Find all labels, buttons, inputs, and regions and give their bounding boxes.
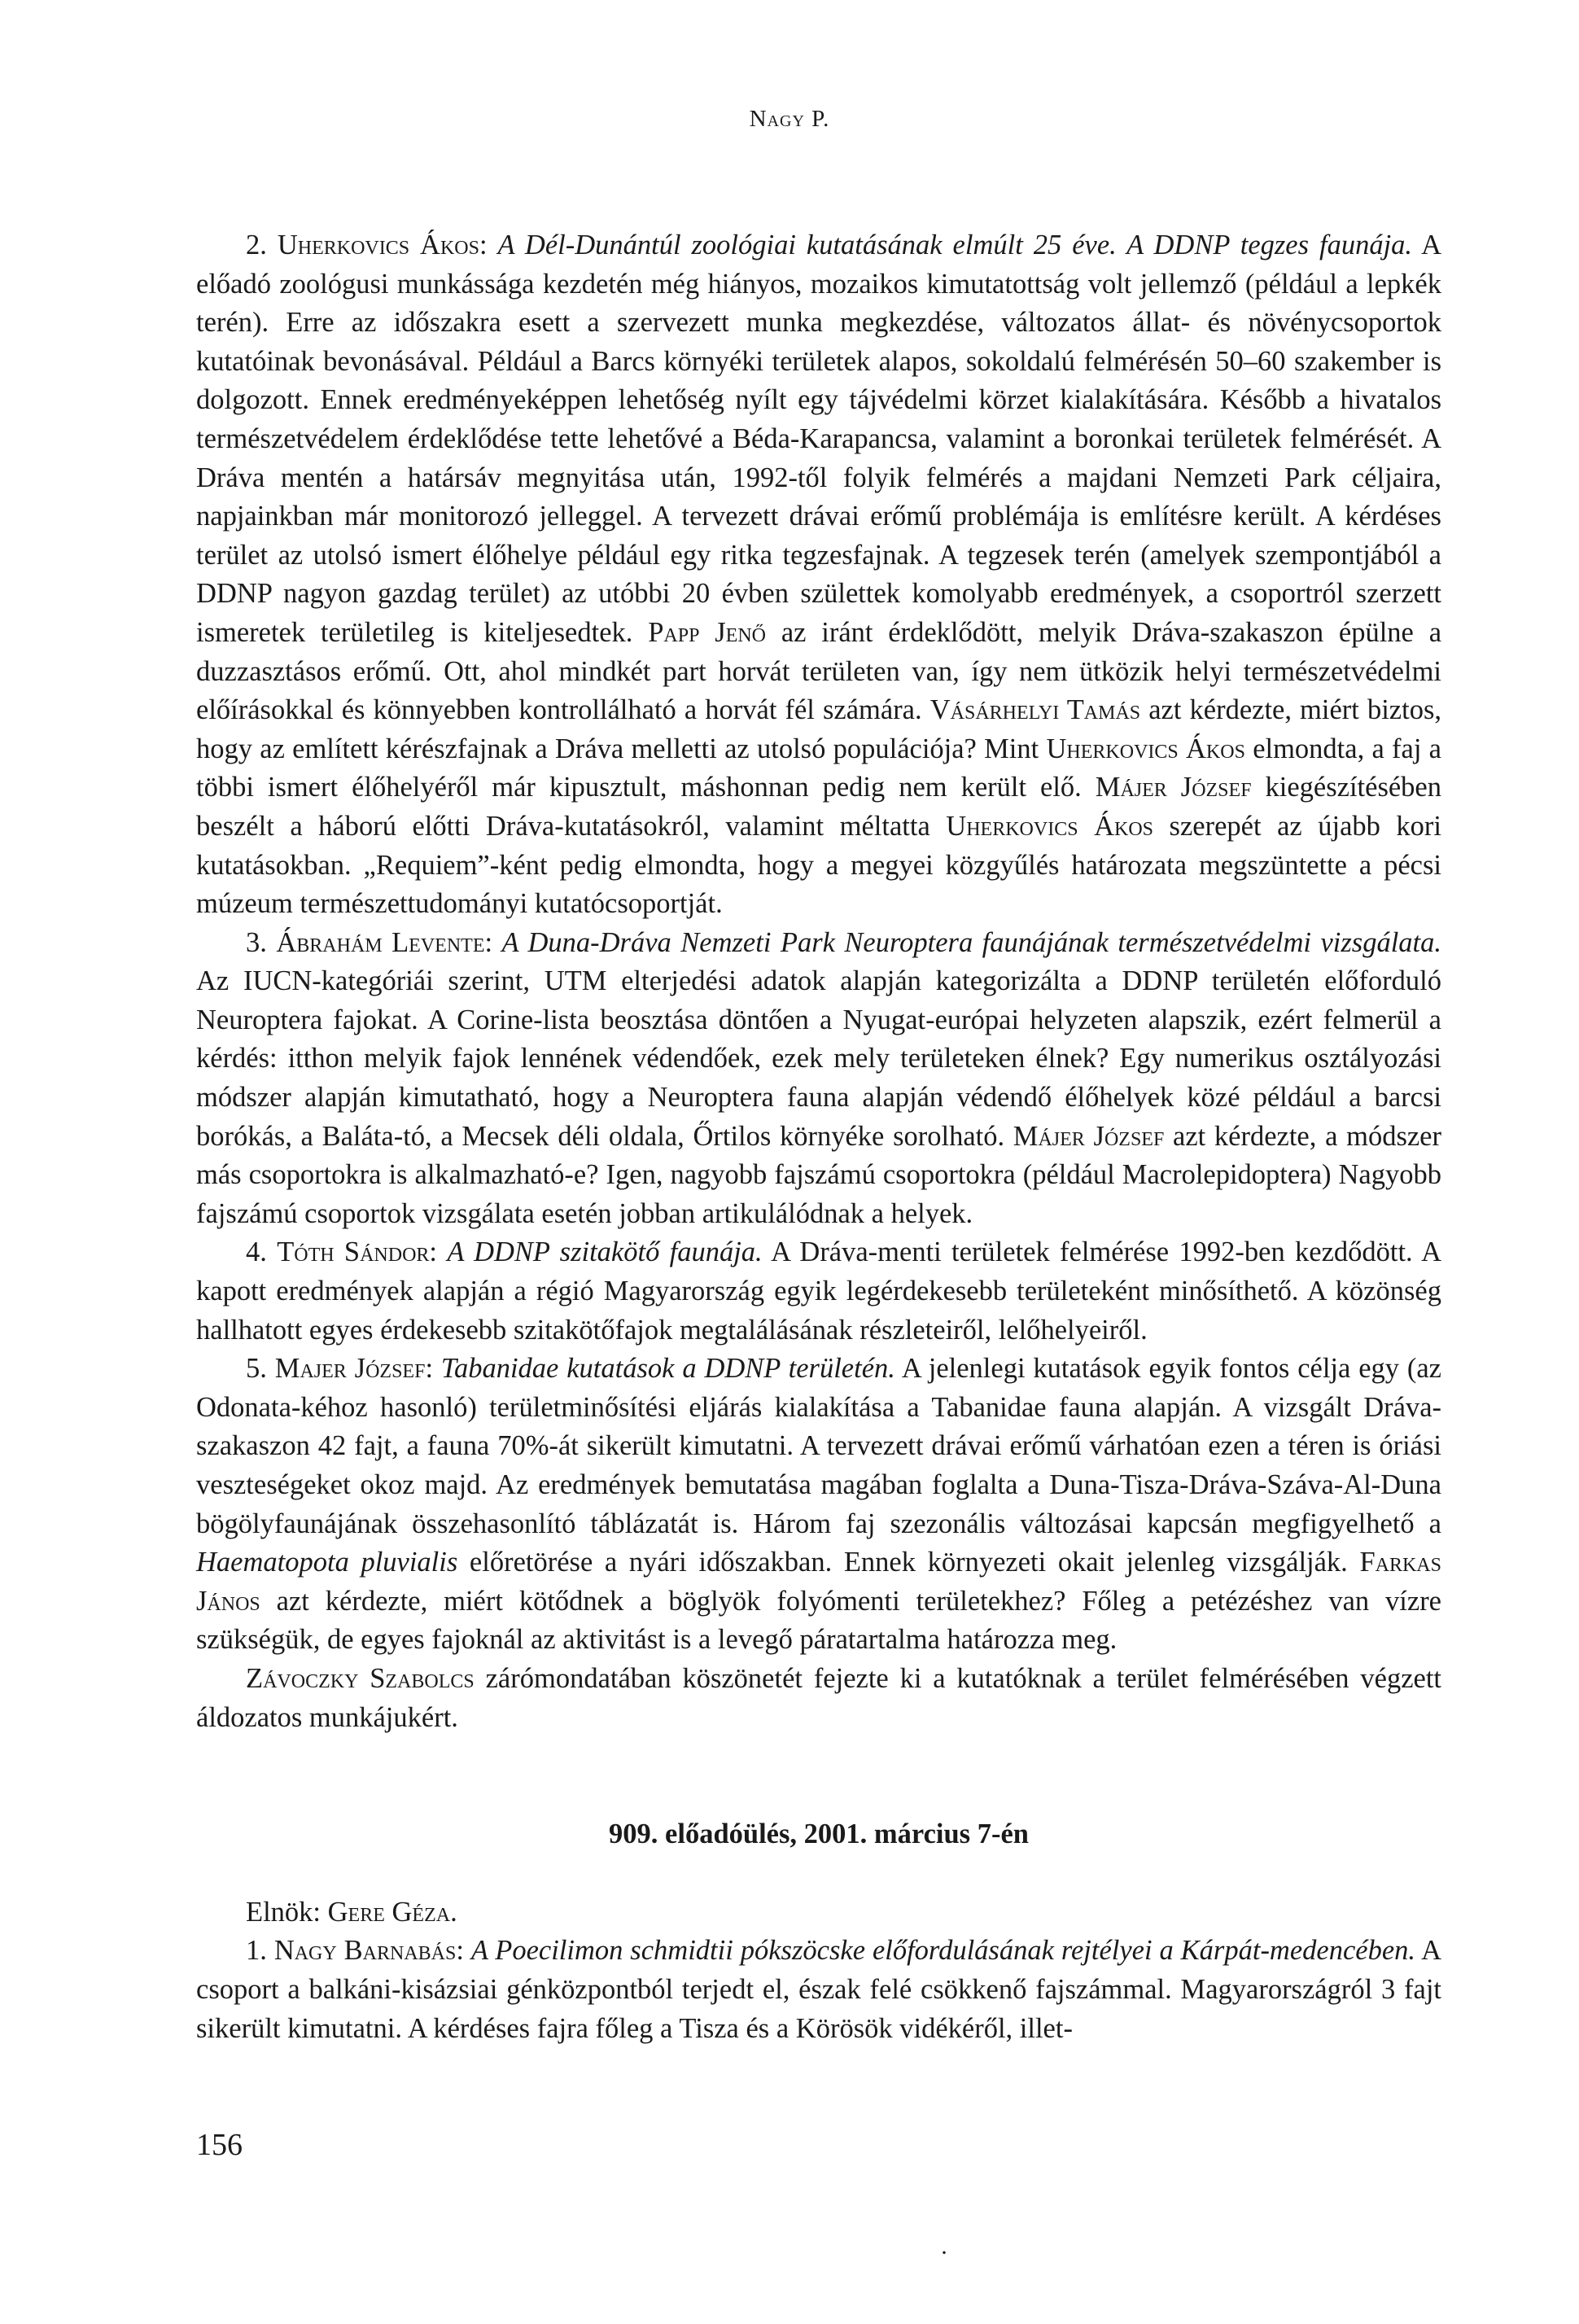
- talk-title: A Dél-Dunántúl zoológiai kutatásának elmúlt 25 éve. A DDNP tegzes faunája.: [497, 230, 1413, 260]
- person-name: Farkas János: [196, 1547, 1441, 1617]
- body-text: azt kérdezte, miért biztos, hogy az említett kérészfajnak a Dráva melletti az utolsó populációja? Mint: [196, 694, 1441, 764]
- body-text: szerepét az újabb kori kutatásokban. „Requiem”-ként pedig elmondta, hogy a megyei közgyűlés határozata megszüntette a pécsi múzeum természettudományi kutatócsoportját.: [196, 810, 1441, 920]
- talk-title: Tabanidae kutatások a DDNP területén.: [440, 1353, 895, 1385]
- speaker-name: Tóth Sándor: [277, 1236, 430, 1268]
- item-number: 3.: [246, 926, 267, 958]
- speaker-name: Nagy Barnabás: [273, 1935, 457, 1967]
- species-name: Haematopota pluvialis: [196, 1547, 458, 1578]
- chair-name: Gere Géza: [327, 1896, 451, 1928]
- paragraph-talk-5: 5. Majer József: Tabanidae kutatások a DDNP területén. A jelenlegi kutatások egyik fontos célja egy (az Odonata-kéhoz hasonló) területminősítési eljárás kialakítása a Tabanidae fauna alapján. A vizsgált Dráva-szakaszon 42 fajt, a fauna 70%-át sikerült kimutatni. A tervezett drávai erőmű várhatóan ezen a téren is óriási veszteségeket okoz majd. Az eredmények bemutatása magában foglalta a Duna-Tisza-Dráva-Száva-Al-Duna bögölyfaunájának összehasonlító táblázatát is. Három faj szezonális változásai kapcsán megfigyelhető a Haematopota pluvialis előretörése a nyári időszakban. Ennek környezeti okait jelenleg vizsgálják. Farkas János azt kérdezte, miért kötődnek a böglyök folyómenti területekhez? Főleg a petézéshez van vízre szükségük, de egyes fajoknál az aktivitást is a levegő páratartalma határozza meg.: [196, 1353, 1441, 1656]
- speaker-name: Uherkovics Ákos: [277, 230, 479, 260]
- body-text: A előadó zoológusi munkássága kezdetén még hiányos, mozaikos kimutatottság volt jellemző (például a lepkék terén). Erre az időszakra esett a szervezett munka megkezdése, változatos állat- és növénycsoportok kutatóinak bevonásával. Például a Barcs környéki területek alapos, sokoldalú felmérésén 50–60 szakember is dolgozott. Ennek eredményeképpen lehetőség nyílt egy tájvédelmi körzet kialakítására. Később a hivatalos természetvédelem érdeklődése tette lehetővé a Béda-Karapancsa, valamint a boronkai területek felmérését. A Dráva mentén a határsáv megnyitása után, 1992-től folyik felmérés a majdani Nemzeti Park céljaira, napjainkban már monitorozó jelleggel. A tervezett drávai erőmű problémája is említésre került. A kérdéses terület az utolsó ismert élőhelye például egy ritka tegzesfajnak. A tegzesek terén (amelyek szempontjából a DDNP nagyon gazdag terület) az utóbbi 20 évben születtek komolyabb eredmények, a csoportról szerzett ismeretek területileg is kiteljesedtek.: [196, 230, 1442, 648]
- person-name: Uherkovics Ákos: [946, 810, 1154, 842]
- chair-end: .: [450, 1896, 457, 1928]
- item-number: 1.: [246, 1935, 267, 1967]
- stray-dot-mark: ·: [940, 2239, 948, 2266]
- talk-title: A Poecilimon schmidtii pókszöcske előfordulásának rejtélyei a Kárpát-medencében.: [470, 1935, 1416, 1967]
- paragraph-talk-3: 3. Ábrahám Levente: A Duna-Dráva Nemzeti Park Neuroptera faunájának természetvédelmi vizsgálata. Az IUCN-kategóriái szerint, UTM elterjedési adatok alapján kategorizálta a DDNP területén előforduló Neuroptera fajokat. A Corine-lista beosztása döntően a Nyugat-európai helyzeten alapszik, ezért felmerül a kérdés: itthon melyik fajok lennének védendőek, ezek mely területeken élnek? Egy numerikus osztályozási módszer alapján kimutatható, hogy a Neuroptera fauna alapján védendő élőhelyek közé például a barcsi borókás, a Baláta-tó, a Mecsek déli oldala, Őrtilos környéke sorolható. Májer József azt kérdezte, a módszer más csoportokra is alkalmazható-e? Igen, nagyobb fajszámú csoportokra (például Macrolepidoptera) Nagyobb fajszámú csoportok vizsgálata esetén jobban artikulálódnak a helyek.: [196, 926, 1441, 1229]
- body-text: azt kérdezte, miért kötődnek a böglyök folyómenti területekhez? Főleg a petézéshez van vízre szükségük, de egyes fajoknál az aktivitást is a levegő páratartalma határozza meg.: [196, 1585, 1441, 1656]
- speaker-name: Majer József: [274, 1353, 426, 1385]
- paragraph-talk-4: 4. Tóth Sándor: A DDNP szitakötő faunája. A Dráva-menti területek felmérése 1992-ben kezdődött. A kapott eredmények alapján a régió Magyarország egyik legérdekesebb területeként minősíthető. A közönség hallhatott egyes érdekesebb szitakötőfajok megtalálásának részleteiről, lelőhelyeiről.: [196, 1236, 1442, 1346]
- running-head: Nagy P.: [749, 106, 830, 132]
- chair-label: Elnök:: [246, 1896, 328, 1928]
- speaker-name: Ábrahám Levente: [276, 926, 485, 958]
- talk-title: A DDNP szitakötő faunája.: [447, 1236, 763, 1268]
- person-name: Závoczky Szabolcs: [246, 1662, 475, 1694]
- page-body: [196, 226, 1441, 2048]
- body-text: kiegészítésében beszélt a háború előtti Dráva-kutatásokról, valamint méltatta: [196, 772, 1441, 842]
- body-text: az iránt érdeklődött, melyik Dráva-szakaszon épülne a duzzasztásos erőmű. Ott, ahol mindkét part horvát területen van, így nem ütközik helyi természetvédelmi előírásokkal és könnyebben kontrollálható a horvát fél számára.: [196, 616, 1442, 726]
- body-text: zárómondatában köszönetét fejezte ki a kutatóknak a terület felmérésében végzett áldozatos munkájukért.: [196, 1662, 1441, 1733]
- body-text: A Dráva-menti területek felmérése 1992-ben kezdődött. A kapott eredmények alapján a régió Magyarország egyik legérdekesebb területeként minősíthető. A közönség hallhatott egyes érdekesebb szitakötőfajok megtalálásának részleteiről, lelőhelyeiről.: [196, 1236, 1442, 1346]
- item-number: 5.: [246, 1353, 267, 1385]
- paragraph-closing: [196, 1660, 1441, 1737]
- person-name: Papp Jenő: [648, 616, 766, 648]
- item-number: 4.: [246, 1236, 267, 1268]
- body-text: Az IUCN-kategóriái szerint, UTM elterjedési adatok alapján kategorizálta a DDNP területén előforduló Neuroptera fajokat. A Corine-lista beosztása döntően a Nyugat-európai helyzeten alapszik, ezért felmerül a kérdés: itthon melyik fajok lennének védendőek, ezek mely területeken élnek? Egy numerikus osztályozási módszer alapján kimutatható, hogy a Neuroptera fauna alapján védendő élőhelyek közé például a barcsi borókás, a Baláta-tó, a Mecsek déli oldala, Őrtilos környéke sorolható.: [196, 965, 1441, 1152]
- person-name: Májer József: [1013, 1120, 1165, 1152]
- item-number: 2.: [246, 230, 267, 260]
- paragraph-session-talk-1: 1. Nagy Barnabás: A Poecilimon schmidtii pókszöcske előfordulásának rejtélyei a Kárpát-medencében. A csoport a balkáni-kisázsiai génközpontból terjedt el, észak felé csökkenő fajszámmal. Magyarországról 3 fajt sikerült kimutatni. A kérdéses fajra főleg a Tisza és a Körösök vidékéről, illet-: [196, 1935, 1441, 2044]
- person-name: Uherkovics Ákos: [1046, 733, 1245, 764]
- talk-title: A Duna-Dráva Nemzeti Park Neuroptera faunájának természetvédelmi vizsgálata.: [501, 926, 1441, 958]
- page-number: 156: [196, 2128, 243, 2162]
- body-text: azt kérdezte, a módszer más csoportokra is alkalmazható-e? Igen, nagyobb fajszámú csoportokra (például Macrolepidoptera) Nagyobb fajszámú csoportok vizsgálata esetén jobban artikulálódnak a helyek.: [196, 1120, 1441, 1229]
- body-text: A jelenlegi kutatások egyik fontos célja egy (az Odonata-kéhoz hasonló) területminősítési eljárás kialakítása a Tabanidae fauna alapján. A vizsgált Dráva-szakaszon 42 fajt, a fauna 70%-át sikerült kimutatni. A tervezett drávai erőmű várhatóan ezen a téren is óriási veszteségeket okoz majd. Az eredmények bemutatása magában foglalta a Duna-Tisza-Dráva-Száva-Al-Duna bögölyfaunájának összehasonlító táblázatát is. Három faj szezonális változásai kapcsán megfigyelhető a: [196, 1353, 1441, 1539]
- body-text: elmondta, a faj a többi ismert élőhelyéről már kipusztult, máshonnan pedig nem került elő.: [196, 733, 1441, 803]
- paragraph-talk-2: 2. Uherkovics Ákos: A Dél-Dunántúl zoológiai kutatásának elmúlt 25 éve. A DDNP tegzes faunája. A előadó zoológusi munkássága kezdetén még hiányos, mozaikos kimutatottság volt jellemző (például a lepkék terén). Erre az időszakra esett a szervezett munka megkezdése, változatos állat- és növénycsoportok kutatóinak bevonásával. Például a Barcs környéki területek alapos, sokoldalú felmérésén 50–60 szakember is dolgozott. Ennek eredményeképpen lehetőség nyílt egy tájvédelmi körzet kialakítására. Később a hivatalos természetvédelem érdeklődése tette lehetővé a Béda-Karapancsa, valamint a boronkai területek felmérését. A Dráva mentén a határsáv megnyitása után, 1992-től folyik felmérés a majdani Nemzeti Park céljaira, napjainkban már monitorozó jelleggel. A tervezett drávai erőmű problémája is említésre került. A kérdéses terület az utolsó ismert élőhelye például egy ritka tegzesfajnak. A tegzesek terén (amelyek szempontjából a DDNP nagyon gazdag terület) az utóbbi 20 évben születtek komolyabb eredmények, a csoportról szerzett ismeretek területileg is kiteljesedtek. Papp Jenő az iránt érdeklődött, melyik Dráva-szakaszon épülne a duzzasztásos erőmű. Ott, ahol mindkét part horvát területen van, így nem ütközik helyi természetvédelmi előírásokkal és könnyebben kontrollálható a horvát fél számára. Vásárhelyi Tamás azt kérdezte, miért biztos, hogy az említett kérészfajnak a Dráva melletti az utolsó populációja? Mint Uherkovics Ákos elmondta, a faj a többi ismert élőhelyéről már kipusztult, máshonnan pedig nem került elő. Májer József kiegészítésében beszélt a háború előtti Dráva-kutatásokról, valamint méltatta Uherkovics Ákos szerepét az újabb kori kutatásokban. „Requiem”-ként pedig elmondta, hogy a megyei közgyűlés határozata megszüntette a pécsi múzeum természettudományi kutatócsoportját.: [196, 230, 1442, 920]
- paragraph-chair: [196, 1893, 1441, 1932]
- body-text: A csoport a balkáni-kisázsiai génközpontból terjedt el, észak felé csökkenő fajszámmal. Magyarországról 3 fajt sikerült kimutatni. A kérdéses fajra főleg a Tisza és a Körösök vidékéről, illet-: [196, 1935, 1441, 2044]
- body-text: előretörése a nyári időszakban. Ennek környezeti okait jelenleg vizsgálják.: [457, 1547, 1360, 1578]
- person-name: Vásárhelyi Tamás: [929, 694, 1141, 726]
- session-title: 909. előadóülés, 2001. március 7-én: [609, 1818, 1029, 1850]
- person-name: Májer József: [1095, 772, 1252, 803]
